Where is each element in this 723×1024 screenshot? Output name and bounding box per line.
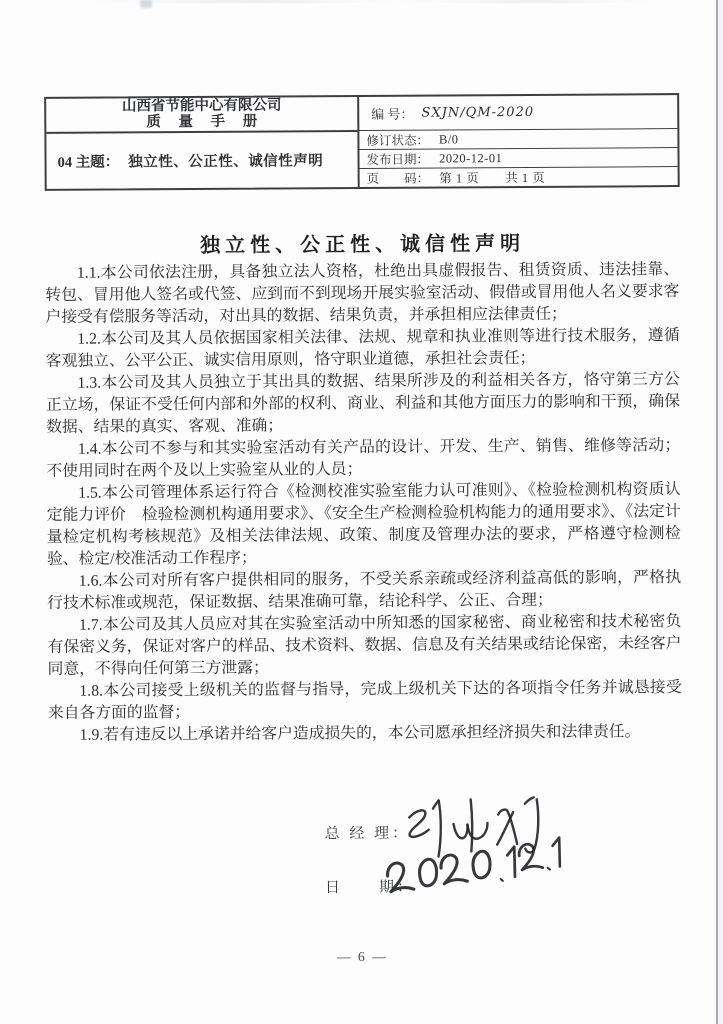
paragraph-1-1: 1.1.本公司依法注册，具备独立法人资格，杜绝出具虚假报告、租赁资质、违法挂靠、转包、冒用他人签名或代签、应到而不到现场开展实验室活动、假借或冒用他人名义要求客户接受有偿服务等活动，对出具的数据、结果负责，并承担相应法律责任； (45, 261, 680, 326)
scan-smudge-artifact (140, 0, 152, 8)
paragraph-1-8: 1.8.本公司接受上级机关的监督与指导，完成上级机关下达的各项指令任务并诚恳接受来自各方面的监督； (47, 679, 682, 722)
scan-top-haze-artifact (90, 0, 650, 3)
page-code-label: 页 码： (366, 171, 430, 186)
document-body (45, 259, 682, 747)
subject-value: 独立性、公正性、诚信性声明 (128, 153, 324, 171)
page-code-value: 第 1 页 共 1 页 (439, 170, 546, 186)
revision-value: B/0 (438, 131, 459, 147)
paragraph-1-4: 1.4.本公司不参与和其实验室活动有关产品的设计、开发、生产、销售、维修等活动；不使用同时在两个及以上实验室从业的人员； (46, 437, 681, 480)
doc-number-cell (357, 95, 677, 130)
manual-title: 质 量 手 册 (146, 113, 265, 130)
subject-label: 04 主题： (57, 154, 120, 171)
company-name: 山西省节能中心有限公司 (121, 97, 282, 115)
doc-number-label: 编 号： (371, 106, 414, 122)
paragraph-1-9: 1.9.若有违反以上承诺并给客户造成损失的，本公司愿承担经济损失和法律责任。 (79, 723, 641, 744)
issue-date-label: 发布日期： (366, 152, 430, 167)
document-title: 独立性、公正性、诚信性声明 (199, 232, 526, 257)
paragraph-1-5: 1.5.本公司管理体系运行符合《检测校准实验室能力认可准则》、《检验检测机构资质认定能力评价 检验检测机构通用要求》、《安全生产检测检验机构能力的通用要求》、《法定计量检定机构考核规范》及相关法律法规、政策、制度及管理办法的要求，严格遵守检测检验、检定/校准活动工作程序； (46, 481, 681, 568)
paragraph-1-2: 1.2.本公司及其人员依据国家相关法律、法规、规章和执业准则等进行技术服务，遵循客观独立、公平公正、诚实信用原则，恪守职业道德，承担社会责任； (45, 327, 680, 370)
document-header-table (44, 93, 680, 191)
doc-number-value: SXJN/QM-2020 (421, 104, 535, 121)
footer-page-number: — 6 — (337, 948, 388, 965)
scan-right-edge-line (716, 0, 718, 1024)
paragraph-1-7: 1.7.本公司及其人员应对其在实验室活动中所知悉的国家秘密、商业秘密和技术秘密负有保密义务，保证对客户的样品、技术资料、数据、信息及有关结果或结论保密，未经客户同意，不得向任何第三方泄露； (47, 613, 682, 678)
revision-label: 修订状态： (366, 133, 429, 148)
paragraph-1-6: 1.6.本公司对所有客户提供相同的服务，不受关系亲疏或经济利益高低的影响，严格执行技术标准或规范，保证数据、结果准确可靠，结论科学、公正、合理； (47, 569, 682, 612)
date-label: 日 期： (324, 879, 416, 897)
subject-cell (46, 130, 357, 189)
issue-date-cell (357, 147, 677, 168)
issue-date-value: 2020-12-01 (438, 150, 503, 166)
page-code-cell (358, 166, 678, 187)
handwritten-date (384, 847, 569, 902)
general-manager-label: 总 经 理： (324, 825, 411, 843)
company-title-cell (46, 97, 357, 132)
revision-cell (357, 128, 677, 149)
scan-right-edge-shade (718, 0, 723, 1024)
paragraph-1-3: 1.3.本公司及其人员独立于其出具的数据、结果所涉及的利益相关各方，恪守第三方公正立场，保证不受任何内部和外部的权利、商业、利益和其他方面压力的影响和干预，确保数据、结果的真实、客观、准确； (45, 371, 681, 436)
